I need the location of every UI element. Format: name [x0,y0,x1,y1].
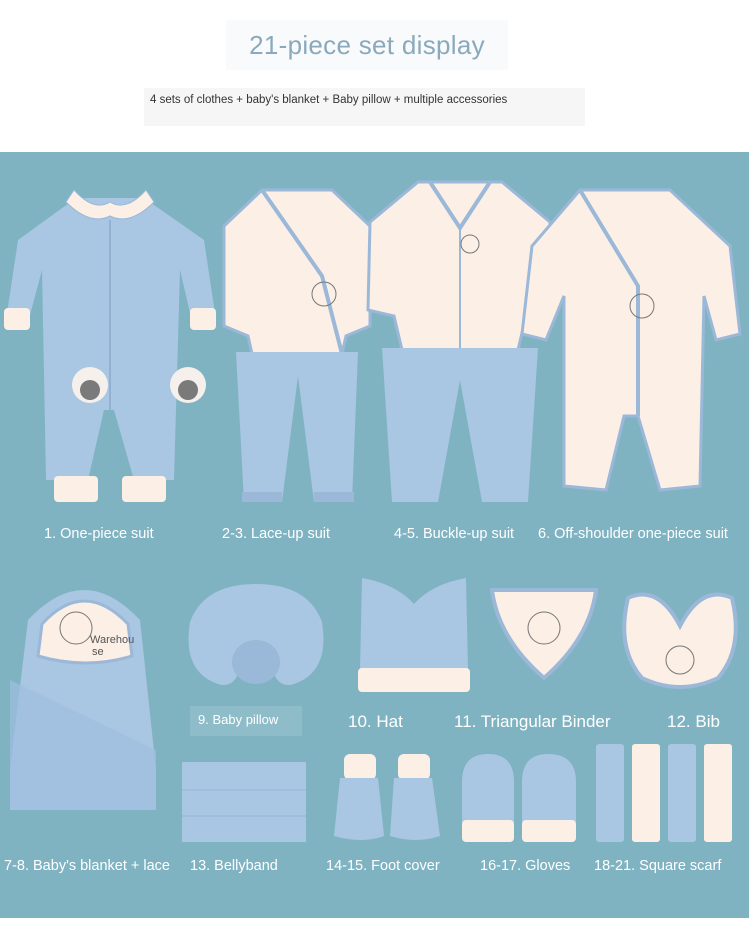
title-box [226,20,508,70]
page-title: 21-piece set display [249,30,485,60]
item-lace-up-suit [222,186,372,506]
foot-cover-icon [330,752,444,844]
item-bellyband [180,760,308,844]
bellyband-icon [180,760,308,844]
subtitle-box [144,88,585,126]
item-baby-blanket [6,570,162,846]
off-shoulder-suit-icon [520,186,742,496]
item-label: 14-15. Foot cover [326,858,440,874]
item-label: 18-21. Square scarf [594,858,722,874]
watermark-text: Warehou [90,634,135,646]
item-label: 6. Off-shoulder one-piece suit [538,526,728,542]
item-label: 2-3. Lace-up suit [222,526,331,542]
page-subtitle: 4 sets of clothes + baby's blanket + Baby pillow + multiple accessories [150,94,508,106]
item-foot-cover [330,752,444,844]
item-label: 16-17. Gloves [480,858,571,874]
square-scarf-icon [594,742,736,844]
item-label: 4-5. Buckle-up suit [394,526,515,542]
item-label: 12. Bib [667,712,720,731]
item-hat [356,574,472,694]
gloves-icon [458,752,580,844]
item-square-scarf [594,742,736,844]
item-baby-pillow [184,582,328,694]
item-off-shoulder-suit [520,186,742,496]
item-label: 10. Hat [348,712,403,731]
blanket-icon [6,570,162,846]
item-label: 1. One-piece suit [44,526,154,542]
hat-icon [356,574,472,694]
header [0,0,749,152]
item-gloves [458,752,580,844]
triangular-binder-icon [490,588,598,680]
item-bib [618,578,742,694]
item-label: 9. Baby pillow [198,712,279,727]
watermark-text: se [92,646,104,658]
item-one-piece-suit [4,180,216,510]
item-label: 7-8. Baby's blanket + lace [4,858,170,874]
pillow-icon [184,582,328,694]
item-triangular-binder [490,588,598,680]
bottom-strip [0,918,749,936]
item-label: 11. Triangular Binder [454,712,611,731]
lace-up-suit-icon [222,186,372,506]
romper-icon [4,180,216,510]
bib-icon [618,578,742,694]
item-label: 13. Bellyband [190,858,278,874]
